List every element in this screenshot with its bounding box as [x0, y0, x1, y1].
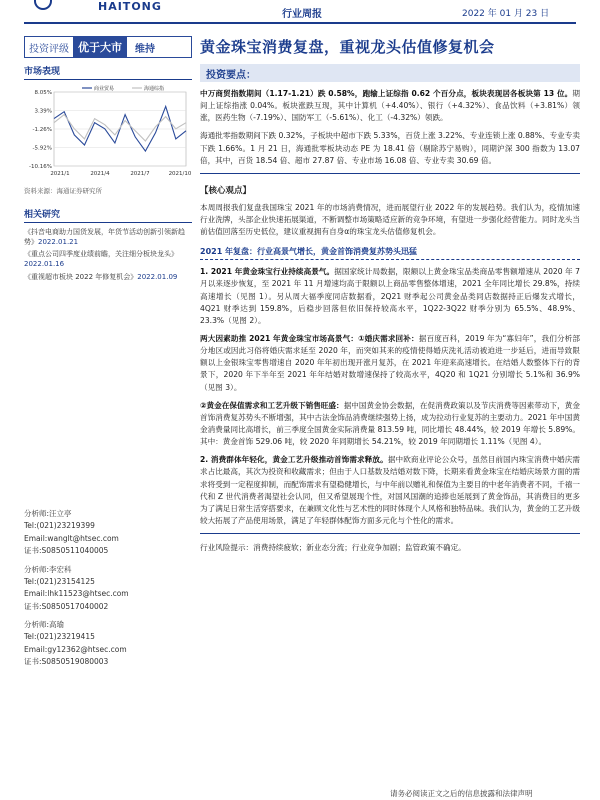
section-1: 1. 2021 年黄金珠宝行业持续高景气。据国家统计局数据，限额以上黄金珠宝品类商品零售额增速从 2020 年 7 月以来逐步恢复，至 2021 年 11 月增速均高于限额以上商品零售整体增速，2021 全年同比增长 29.8%，持续高速增长（见图 1）。另从周大福季度同店数据看，2Q21 财季起公司黄金品类同店数据持正后爆发式增长，4Q21 财季达到 159.8%，后稳步回落但依旧保持较高水平，1Q22-3Q22 财季分别为 65.5%、48.9%、23.3%（见图 2）。: [200, 267, 580, 325]
related-item[interactable]: 《重视超市板块 2022 年修复机会》2022.01.09: [24, 272, 178, 281]
section-heading: 2021 年复盘：行业高景气增长，黄金首饰消费复苏势头迅猛: [200, 246, 580, 260]
chart-source: 资料来源：海通证券研究所: [24, 187, 102, 195]
analyst-card: [24, 508, 192, 558]
analyst-card: [24, 619, 192, 669]
divider: [200, 533, 580, 534]
analyst-cert: 证书:S0850511040005: [24, 546, 109, 556]
analyst-name: 分析师:李宏科: [24, 564, 72, 574]
analyst-card: [24, 564, 192, 614]
report-title: 黄金珠宝消费复盘，重视龙头估值修复机会: [200, 38, 495, 56]
analyst-email[interactable]: Email:wanglt@htsec.com: [24, 533, 119, 543]
analyst-name: 分析师:高瑜: [24, 620, 65, 629]
page-header: [0, 0, 600, 24]
market-chart-svg: [24, 84, 192, 184]
rating-label: 投资评级: [29, 43, 69, 55]
analyst-list: [24, 508, 192, 675]
analyst-tel: Tel:(021)23219415: [24, 632, 95, 642]
market-heading: 市场表现: [24, 64, 192, 80]
series-line: [54, 115, 186, 141]
key-points-heading: 投资要点：: [200, 64, 580, 82]
y-tick-label: -5.92%: [32, 145, 52, 152]
related-list: [24, 227, 192, 282]
section-2: 两大因素助推 2021 年黄金珠宝市场高景气：①婚庆需求回补：据百度百科，2019 年为“寡妇年”，我们分析部分地区或因此习俗将婚庆需求延至 2020 年，而突如其来的疫情使得婚庆洗礼活动被迫进一步延后，进而导致限额以上金银珠宝零售增速自 2020 年年初出现开涨月复苏，在 2021 年迎来高速增长。在结婚人数整体下行的背景下，2020 年下半年至 2021 年年结婚对数增速保持了较高水平，4Q20 和 1Q21 分别增长 5.1%和 36.9%（见图 3）。: [200, 333, 580, 392]
y-tick-label: -10.16%: [29, 164, 52, 170]
divider: [200, 173, 580, 174]
rating-value: 优于大市: [73, 37, 127, 57]
left-column: [24, 64, 192, 284]
rating-action: 维持: [135, 43, 155, 55]
page-footer: 请务必阅读正文之后的信息披露和法律声明: [390, 789, 533, 798]
section-3: ②黄金在保值需求和工艺升级下销售旺盛：据中国黄金协会数据，在促消费政策以及节庆消费等因素带动下，黄金首饰消费复苏势头不断增强，其中古法金饰品消费继续强势上扬，成为拉动行业复苏的主要动力。2021 年中国黄金消费量同比高增长，前三季度全国黄金实际消费量 813.59 吨，同比增长 48.44%，较 2019 年增长 5.89%。其中：黄金首饰 529.06 吨，较 2020 年同期增长 54.21%，较 2019 年同期增长 1.11%（见图 4）。: [200, 400, 580, 447]
related-item[interactable]: 《重点公司四季度业绩前瞻，关注细分板块龙头》2022.01.16: [24, 250, 178, 269]
haitong-logo: [26, 0, 162, 22]
risk-note: 行业风险提示：消费持续疲软；新业态分流；行业竞争加剧；监管政策不确定。: [200, 543, 466, 553]
legend-label: 商业贸易: [94, 86, 115, 92]
core-heading: 【核心观点】: [200, 185, 252, 196]
key-point-2: 海通批零指数期间下跌 0.32%，子板块中超市下跌 5.33%，百货上涨 3.22%、专业连锁上涨 0.88%、专业专卖下跌 1.66%。1 月 21 日，海通批零板块动态 PE 为 18.41 倍（剔除苏宁易购），同期沪深 300 指数为 13.07 倍，其中，百货 18.54 倍、超市 27.87 倍、专业市场 16.08 倍、专业专卖 30.69 倍。: [200, 131, 580, 165]
analyst-email[interactable]: Email:lhk11523@htsec.com: [24, 589, 129, 599]
y-tick-label: 8.05%: [34, 90, 52, 96]
rating-banner: [24, 36, 192, 58]
analyst-name: 分析师:汪立亭: [24, 509, 72, 518]
y-tick-label: -1.26%: [32, 127, 52, 133]
related-heading: 相关研究: [24, 207, 192, 223]
x-tick-label: 2021/1: [50, 171, 70, 177]
analyst-tel: Tel:(021)23154125: [24, 576, 95, 586]
y-tick-label: 3.39%: [34, 108, 52, 115]
section-4: 2. 消费群体年轻化，黄金工艺升级推动首饰需求释放。据中欧商业评论公众号，虽然目前国内珠宝消费中婚庆需求占比最高，其次为投资和收藏需求；但由于人口基数及结婚对数下降，长期来看黄金珠宝在结婚庆场景方面的需求将受到一定程度抑制，而配饰需求有望稳健增长，与中年前以赠礼和保值为主要目的中老年消费者不同，千禧一代和 Z 世代消费者渴望社会认同，但又希望展现个性，对国风国潮的追捧也延展到了黄金饰品，其消费目的更多为了满足日常生活穿搭要求，在兼顾文化性与艺术性的同时体现个人风格和独特品味。我们认为，黄金的工艺升级较大拓展了产品使用场景，满足了年轻群体配饰方面多元化与个性化的需求。: [200, 455, 580, 525]
header-divider: [24, 22, 576, 24]
core-intro: 本周周报我们复盘我国珠宝 2021 年的市场消费情况，进而展望行业 2022 年的发展趋势。我们认为，疫情加速行业洗牌，头部企业快速拓展渠道，不断调整市场策略适应新的竞争环境，有望进一步强化经营能力。同时龙头当前估值回落至历史低位，建议重视拥有自身α的珠宝龙头估值修复机会。: [200, 202, 580, 237]
logo-text: HAITONG: [98, 0, 162, 13]
main-column: [200, 64, 580, 553]
x-tick-label: 2021/7: [130, 171, 150, 177]
analyst-cert: 证书:S0850519080003: [24, 657, 109, 667]
related-item[interactable]: 《抖音电商助力国货发展，年货节活动创新引领新趋势》2022.01.21: [24, 228, 185, 247]
report-category: 行业周报: [282, 9, 322, 20]
logo-icon: [34, 0, 52, 10]
analyst-tel: Tel:(021)23219399: [24, 521, 95, 531]
analyst-cert: 证书:S0850517040002: [24, 601, 109, 611]
report-date: 2022 年 01 月 23 日: [462, 9, 550, 19]
x-tick-label: 2021/4: [90, 171, 110, 177]
analyst-email[interactable]: Email:gy12362@htsec.com: [24, 644, 127, 654]
market-chart: [24, 84, 192, 184]
legend-label: 海通综指: [144, 86, 165, 92]
x-tick-label: 2021/10: [168, 171, 192, 177]
key-point-1: 中万商贸指数期间（1.17-1.21）跌 0.58%，跑输上证综指 0.62 个百分点，板块表现居各板块第 13 位。期间上证综指涨 0.04%。板块涨跌互现，其中计算机（+4.40%）、银行（+4.32%）、食品饮料（+3.81%）领涨，医药生物（-7.19%）、国防军工（-5.61%）、化工（-4.32%）领跌。: [200, 89, 580, 123]
